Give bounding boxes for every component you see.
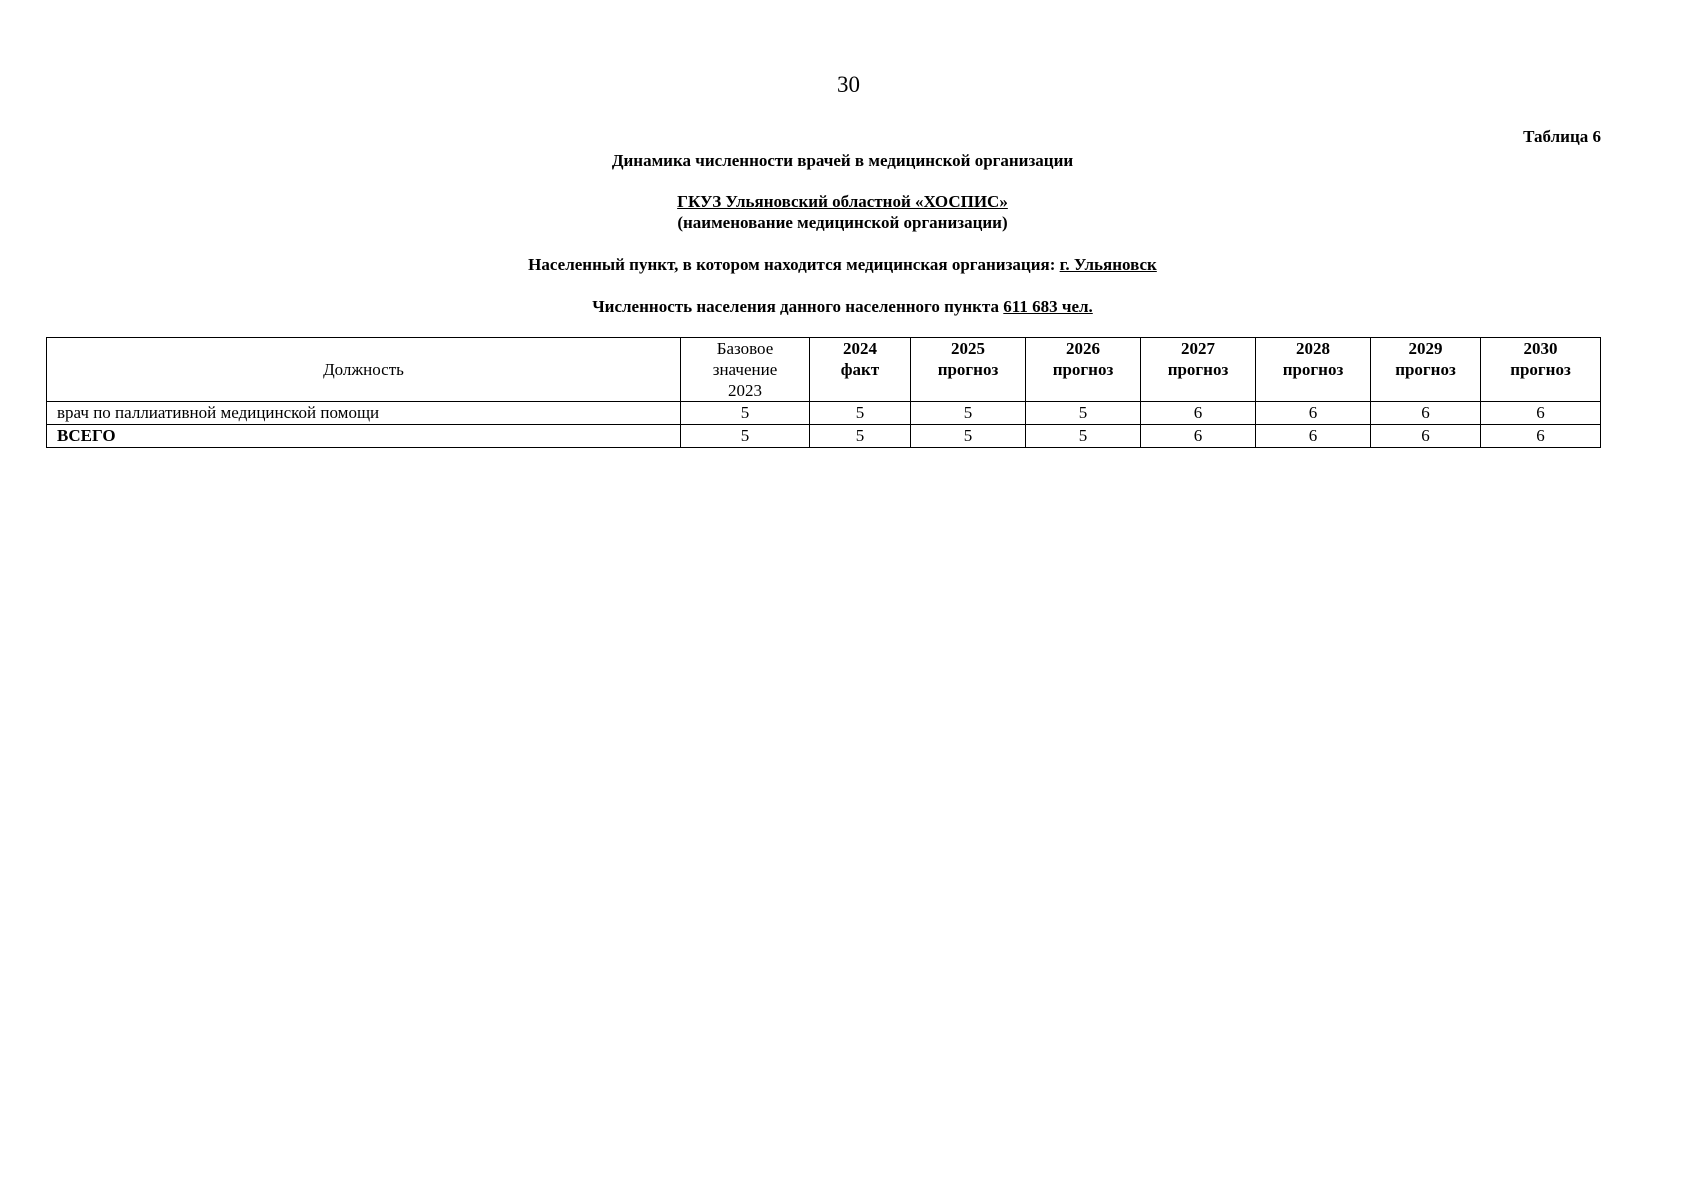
population-label: Численность населения данного населенного пункта [592, 297, 1000, 316]
header-kind: прогноз [1282, 360, 1344, 379]
header-base-line: значение [712, 360, 778, 379]
row-value: 5 [810, 402, 911, 425]
header-base-value [681, 338, 810, 402]
header-year: 2025 [951, 339, 985, 358]
document-title: Динамика численности врачей в медицинской организации [611, 151, 1074, 170]
row-value: 6 [1481, 425, 1601, 448]
header-kind: прогноз [1510, 360, 1571, 379]
header-kind: прогноз [1167, 360, 1229, 379]
row-value: 5 [1026, 425, 1141, 448]
header-year-2027 [1141, 338, 1256, 402]
organization-caption: (наименование медицинской организации) [677, 213, 1008, 232]
row-value: 6 [1481, 402, 1601, 425]
header-base-line: 2023 [728, 381, 762, 400]
header-base-line: Базовое [716, 339, 774, 358]
header-year-2028 [1256, 338, 1371, 402]
header-year: 2030 [1523, 339, 1558, 358]
table-total-row [47, 425, 1601, 448]
header-year-2030 [1481, 338, 1601, 402]
population-value: 611 683 чел. [1003, 297, 1093, 316]
settlement-label: Населенный пункт, в котором находится медицинская организация: [528, 255, 1056, 274]
settlement-value: г. Ульяновск [1059, 255, 1157, 274]
header-year-2024 [810, 338, 911, 402]
table-header-row [47, 338, 1601, 402]
row-value: 5 [911, 425, 1026, 448]
staff-table [46, 337, 1601, 448]
header-year: 2026 [1066, 339, 1100, 358]
row-value: 6 [1141, 402, 1256, 425]
header-position: Должность [47, 338, 681, 402]
header-year-2025 [911, 338, 1026, 402]
row-value: 5 [810, 425, 911, 448]
table-row [47, 402, 1601, 425]
header-year: 2027 [1181, 339, 1215, 358]
header-year: 2028 [1296, 339, 1330, 358]
row-position: ВСЕГО [47, 425, 681, 448]
row-value: 6 [1141, 425, 1256, 448]
row-value: 6 [1371, 425, 1481, 448]
header-year: 2024 [843, 339, 877, 358]
header-kind: прогноз [937, 360, 999, 379]
header-kind: факт [840, 360, 880, 379]
row-value: 6 [1256, 425, 1371, 448]
row-value: 5 [681, 402, 810, 425]
organization-name: ГКУЗ Ульяновский областной «ХОСПИС» [677, 192, 1008, 211]
row-value: 6 [1256, 402, 1371, 425]
page-number: 30 [837, 72, 860, 97]
header-year-2026 [1026, 338, 1141, 402]
header-kind: прогноз [1052, 360, 1114, 379]
row-value: 5 [1026, 402, 1141, 425]
table-label: Таблица 6 [1523, 127, 1601, 146]
row-value: 6 [1371, 402, 1481, 425]
settlement-line [0, 254, 1685, 275]
header-year-2029 [1371, 338, 1481, 402]
header-year: 2029 [1408, 339, 1443, 358]
row-value: 5 [681, 425, 810, 448]
row-value: 5 [911, 402, 1026, 425]
header-kind: прогноз [1395, 360, 1456, 379]
population-line [0, 296, 1685, 317]
row-position: врач по паллиативной медицинской помощи [47, 402, 681, 425]
